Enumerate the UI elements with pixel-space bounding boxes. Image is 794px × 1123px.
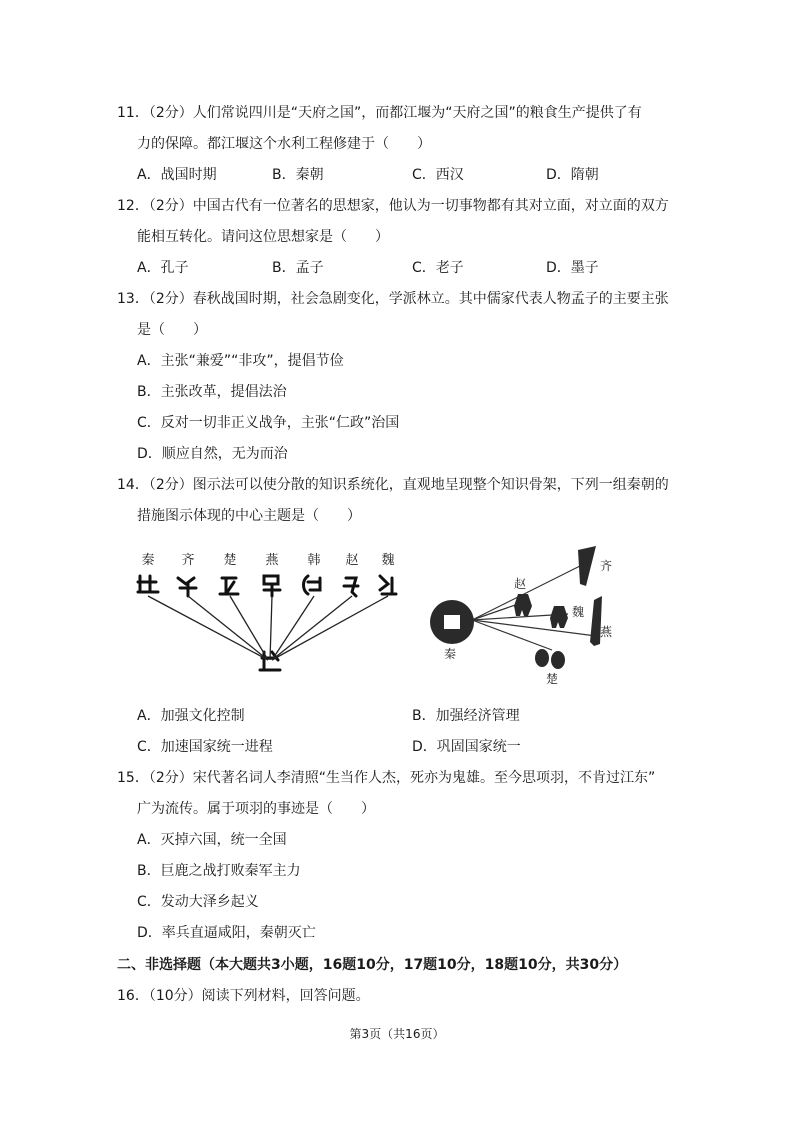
q13-option-b: B．主张改革，提倡法治: [137, 384, 287, 400]
q15-stem-line1: 15．（2分）宋代著名词人李清照“生当作人杰，死亦为鬼雄。至今思项羽，不肯过江东”: [117, 770, 656, 786]
chu-coin-icon: [535, 649, 549, 667]
qi-knife-coin-icon: [578, 546, 596, 586]
q11-option-a: A．战国时期: [137, 167, 217, 183]
q15-option-c: C．发动大泽乡起义: [137, 894, 259, 910]
q11-option-c: C．西汉: [412, 167, 464, 183]
glyph-han-icon: [304, 576, 321, 594]
state-label-qi: 齐: [181, 553, 195, 568]
q12-option-c: C．老子: [412, 260, 464, 276]
converging-lines: [148, 596, 388, 660]
q11-stem-line1: 11．（2分）人们常说四川是“天府之国”，而都江堰为“天府之国”的粮食生产提供了有: [117, 105, 642, 121]
q12-option-b: B．孟子: [272, 260, 324, 276]
q12-option-a: A．孔子: [137, 260, 189, 276]
q11-option-b: B．秦朝: [272, 167, 324, 183]
coin-label-qin: 秦: [443, 647, 457, 661]
q13-option-a: A．主张“兼爱”“非攻”，提倡节俭: [137, 353, 344, 369]
q15-stem-line2: 广为流传。属于项羽的事迹是（ ）: [137, 801, 375, 817]
q11-option-d: D．隋朝: [546, 167, 599, 183]
state-label-chu: 楚: [223, 553, 237, 568]
glyph-qi-icon: [178, 578, 196, 596]
state-label-han: 韩: [307, 553, 321, 568]
q12-stem-line2: 能相互转化。请问这位思想家是（ ）: [137, 229, 389, 245]
state-label-qin: 秦: [141, 553, 155, 568]
q11-stem-line2: 力的保障。都江堰这个水利工程修建于（ ）: [137, 136, 431, 152]
q14-stem-line2: 措施图示体现的中心主题是（ ）: [137, 508, 361, 524]
q14-option-a: A．加强文化控制: [137, 708, 245, 724]
q13-option-c: C．反对一切非正义战争，主张“仁政”治国: [137, 415, 400, 431]
state-label-wei: 魏: [381, 553, 395, 568]
coin-label-yan: 燕: [599, 625, 613, 639]
glyph-qin-icon: [138, 576, 158, 592]
figure-currency-unification: [420, 540, 640, 690]
state-label-zhao: 赵: [345, 553, 359, 568]
q14-stem-line1: 14．（2分）图示法可以使分散的知识系统化，直观地呈现整个知识骨架，下列一组秦朝的: [117, 477, 669, 493]
figure-scripts-unification: [130, 548, 410, 688]
coin-label-zhao: 赵: [513, 577, 527, 591]
glyph-zhao-icon: [344, 578, 358, 596]
coin-label-wei: 魏: [571, 605, 585, 619]
q12-option-d: D．墨子: [546, 260, 599, 276]
q12-stem-line1: 12．（2分）中国古代有一位著名的思想家，他认为一切事物都有其对立面，对立面的双方: [117, 198, 669, 214]
page-footer: 第3页（共16页）: [349, 1027, 445, 1041]
wei-spade-coin-icon: [550, 606, 568, 628]
q13-stem-line1: 13．（2分）春秋战国时期，社会急剧变化，学派林立。其中儒家代表人物孟子的主要主张: [117, 291, 669, 307]
q15-option-a: A．灭掉六国，统一全国: [137, 832, 287, 848]
glyph-chu-icon: [220, 578, 238, 594]
q14-option-d: D．巩固国家统一: [412, 739, 521, 755]
q14-option-b: B．加强经济管理: [412, 708, 520, 724]
q13-option-d: D．顺应自然，无为而治: [137, 446, 288, 462]
coin-label-chu: 楚: [545, 672, 559, 686]
section2-heading: 二、非选择题（本大题共3小题，16题10分，17题10分，18题10分，共30分）: [117, 957, 628, 973]
q14-option-c: C．加速国家统一进程: [137, 739, 273, 755]
coin-label-qi: 齐: [599, 559, 613, 573]
q15-option-b: B．巨鹿之战打败秦军主力: [137, 863, 301, 879]
glyph-yan-icon: [264, 576, 280, 596]
q15-option-d: D．率兵直逼咸阳，秦朝灭亡: [137, 925, 316, 941]
state-label-yan: 燕: [265, 553, 279, 568]
q13-stem-line2: 是（ ）: [137, 322, 207, 338]
glyph-wei-icon: [380, 576, 396, 594]
q16-stem-line1: 16．（10分）阅读下列材料，回答问题。: [117, 988, 370, 1004]
